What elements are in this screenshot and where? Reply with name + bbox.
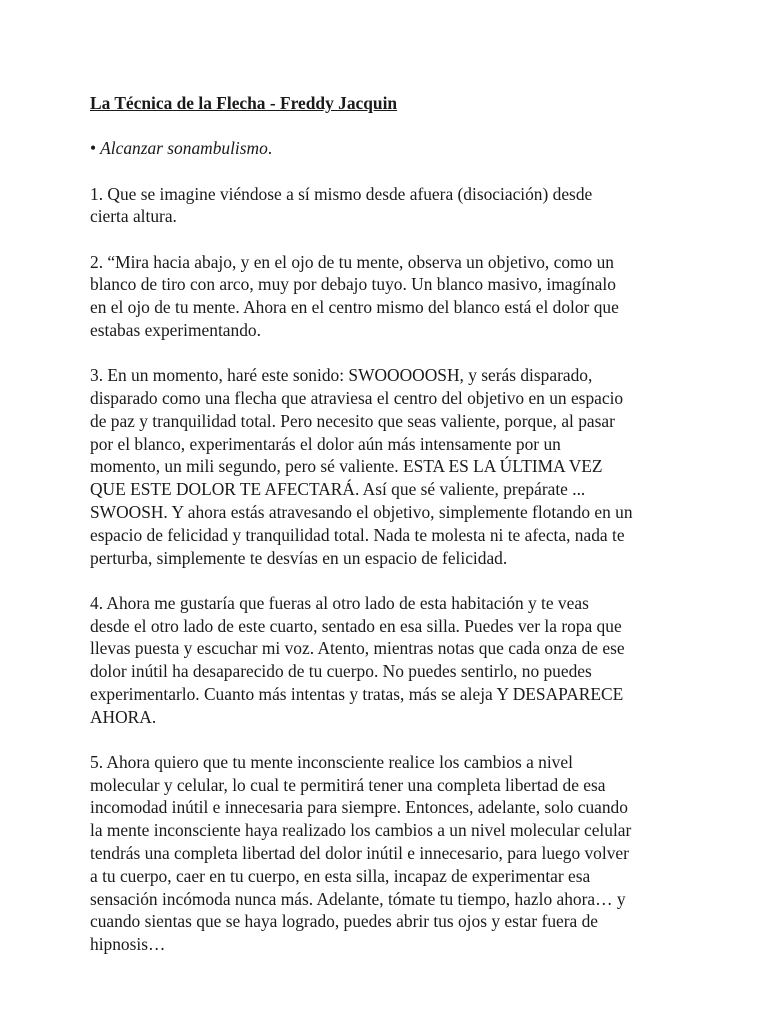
paragraph-line: disparado como una flecha que atraviesa el centro del objetivo en un espacio <box>90 387 624 408</box>
paragraph-line: cierta altura. <box>90 206 177 227</box>
bullet-marker: • <box>90 137 97 158</box>
paragraph-line: QUE ESTE DOLOR TE AFECTARÁ. Así que sé valiente, prepárate ... <box>90 479 586 500</box>
paragraph-3 <box>90 364 690 569</box>
document-body <box>90 92 690 978</box>
paragraph-1 <box>90 183 690 229</box>
paragraph-line: de paz y tranquilidad total. Pero necesito que seas valiente, porque, al pasar <box>90 410 615 431</box>
paragraph-line: hipnosis… <box>90 934 166 955</box>
paragraph-line: perturba, simplemente te desvías en un espacio de felicidad. <box>90 547 508 568</box>
paragraph-line: SWOOSH. Y ahora estás atravesando el objetivo, simplemente flotando en un <box>90 501 633 522</box>
bullet-item <box>90 137 690 160</box>
paragraph-line: dolor inútil ha desaparecido de tu cuerpo. No puedes sentirlo, no puedes <box>90 661 592 682</box>
paragraph-line: 1. Que se imagine viéndose a sí mismo desde afuera (disociación) desde <box>90 183 593 204</box>
paragraph-line: blanco de tiro con arco, muy por debajo tuyo. Un blanco masivo, imagínalo <box>90 274 616 295</box>
paragraph-line: estabas experimentando. <box>90 319 261 340</box>
paragraph-line: sensación incómoda nunca más. Adelante, tómate tu tiempo, hazlo ahora… y <box>90 888 626 909</box>
paragraph-line: 5. Ahora quiero que tu mente inconsciente realice los cambios a nivel <box>90 751 573 772</box>
paragraph-4 <box>90 592 690 729</box>
paragraph-line: 4. Ahora me gustaría que fueras al otro lado de esta habitación y te veas <box>90 592 589 613</box>
paragraph-line: incomodad inútil e innecesaria para siempre. Entonces, adelante, solo cuando <box>90 797 628 818</box>
paragraph-2 <box>90 251 690 342</box>
paragraph-line: experimentarlo. Cuanto más intentas y tratas, más se aleja Y DESAPARECE <box>90 683 624 704</box>
paragraph-line: espacio de felicidad y tranquilidad total. Nada te molesta ni te afecta, nada te <box>90 524 625 545</box>
paragraph-line: 2. “Mira hacia abajo, y en el ojo de tu mente, observa un objetivo, como un <box>90 251 614 272</box>
paragraph-line: cuando sientas que se haya logrado, puedes abrir tus ojos y estar fuera de <box>90 911 599 932</box>
paragraph-line: momento, un mili segundo, pero sé valiente. ESTA ES LA ÚLTIMA VEZ <box>90 456 603 477</box>
document-title: La Técnica de la Flecha - Freddy Jacquin <box>90 93 398 113</box>
paragraph-line: AHORA. <box>90 706 157 727</box>
bullet-text: Alcanzar sonambulismo <box>100 137 268 158</box>
paragraph-line: desde el otro lado de este cuarto, sentado en esa silla. Puedes ver la ropa que <box>90 615 622 636</box>
paragraph-line: molecular y celular, lo cual te permitirá tener una completa libertad de esa <box>90 774 606 795</box>
paragraph-line: en el ojo de tu mente. Ahora en el centro mismo del blanco está el dolor que <box>90 297 619 318</box>
paragraph-line: 3. En un momento, haré este sonido: SWOOOOOSH, y serás disparado, <box>90 365 593 386</box>
paragraph-line: la mente inconsciente haya realizado los cambios a un nivel molecular celular <box>90 820 632 841</box>
bullet-suffix: . <box>267 137 273 158</box>
paragraph-5 <box>90 751 690 956</box>
paragraph-line: llevas puesta y escuchar mi voz. Atento, mientras notas que cada onza de ese <box>90 638 625 659</box>
paragraph-line: tendrás una completa libertad del dolor inútil e innecesario, para luego volver <box>90 843 629 864</box>
paragraph-line: a tu cuerpo, caer en tu cuerpo, en esta silla, incapaz de experimentar esa <box>90 865 591 886</box>
paragraph-line: por el blanco, experimentarás el dolor aún más intensamente por un <box>90 433 561 454</box>
